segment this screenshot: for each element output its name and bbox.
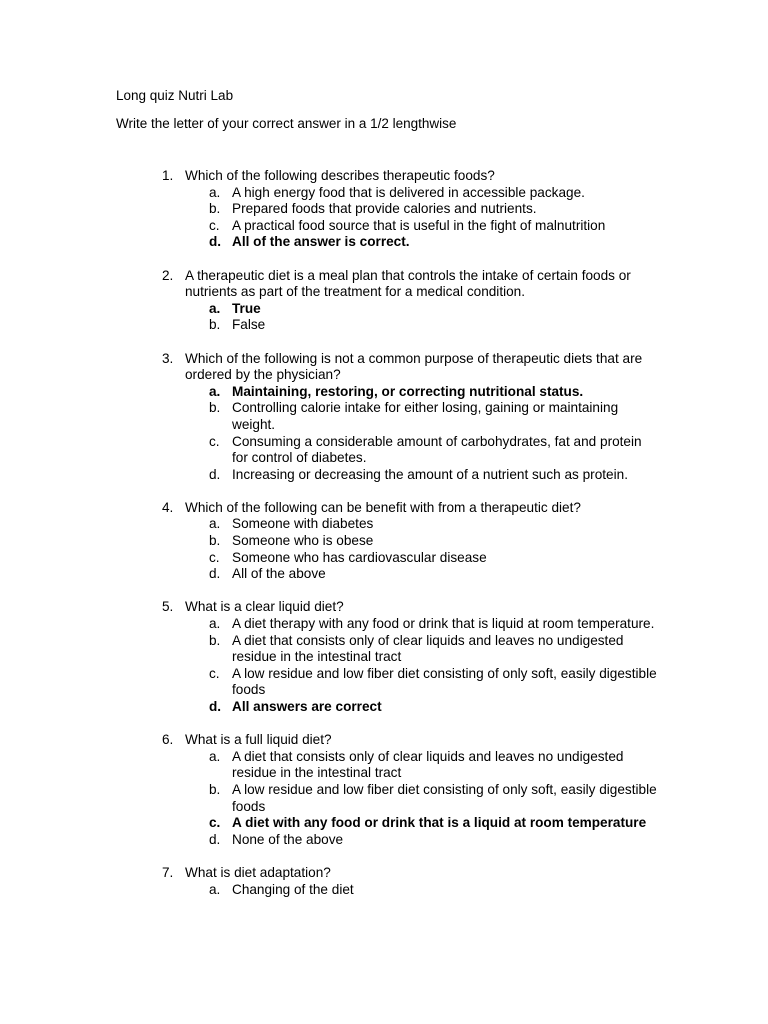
question-item bbox=[0, 732, 655, 848]
choice-letter: d. bbox=[209, 699, 222, 714]
choice-letter: b. bbox=[209, 781, 221, 797]
choice-text: All of the above bbox=[232, 566, 326, 582]
choice-text: A diet that consists only of clear liquids and leaves no undigested residue in the intestinal tract bbox=[232, 632, 624, 665]
choice-text: Maintaining, restoring, or correcting nutritional status. bbox=[232, 383, 584, 399]
choice-item-answer bbox=[185, 384, 657, 401]
choice-text: Prepared foods that provide calories and nutrients. bbox=[232, 201, 537, 217]
choice-letter: a. bbox=[209, 383, 221, 399]
choice-list bbox=[185, 301, 655, 334]
question-number: 5. bbox=[162, 599, 174, 615]
question-text: What is a full liquid diet? bbox=[185, 732, 332, 748]
question-text: What is a clear liquid diet? bbox=[185, 599, 344, 615]
question-number: 2. bbox=[162, 267, 174, 283]
choice-text: Someone who has cardiovascular disease bbox=[232, 549, 487, 565]
choice-letter: d. bbox=[209, 566, 221, 582]
choice-item bbox=[185, 633, 657, 666]
choice-text: A high energy food that is delivered in accessible package. bbox=[232, 184, 585, 200]
choice-letter: b. bbox=[209, 317, 221, 333]
choice-item bbox=[185, 201, 657, 218]
choice-letter: c. bbox=[209, 217, 220, 233]
choice-letter: c. bbox=[209, 665, 220, 681]
choice-text: A low residue and low fiber diet consisting of only soft, easily digestible foods bbox=[232, 665, 657, 698]
choice-letter: a. bbox=[209, 516, 221, 532]
question-item bbox=[0, 268, 655, 334]
choice-text: False bbox=[232, 317, 266, 333]
choice-list bbox=[185, 516, 655, 582]
choice-text: Someone who is obese bbox=[232, 533, 374, 549]
choice-item-answer bbox=[185, 815, 657, 832]
choice-letter: a. bbox=[209, 300, 221, 316]
choice-item bbox=[185, 749, 657, 782]
choice-text: Someone with diabetes bbox=[232, 516, 374, 532]
choice-list bbox=[185, 882, 655, 899]
choice-item bbox=[185, 516, 657, 533]
choice-letter: d. bbox=[209, 234, 222, 250]
document-instruction: Write the letter of your correct answer in a 1/2 lengthwise bbox=[116, 116, 457, 131]
choice-text: All answers are correct bbox=[232, 699, 382, 714]
question-item bbox=[0, 351, 655, 484]
choice-letter: a. bbox=[209, 748, 221, 764]
choice-item bbox=[185, 467, 657, 484]
choice-item bbox=[185, 400, 657, 433]
question-number: 7. bbox=[162, 864, 174, 880]
choice-text: A diet that consists only of clear liquids and leaves no undigested residue in the intestinal tract bbox=[232, 748, 624, 781]
choice-text: A diet therapy with any food or drink that is liquid at room temperature. bbox=[232, 616, 655, 632]
document-title: Long quiz Nutri Lab bbox=[116, 88, 234, 103]
choice-text: None of the above bbox=[232, 831, 344, 847]
choice-text: A diet with any food or drink that is a liquid at room temperature bbox=[232, 815, 647, 831]
question-number: 6. bbox=[162, 732, 174, 748]
choice-letter: c. bbox=[209, 433, 220, 449]
choice-letter: d. bbox=[209, 831, 221, 847]
question-item bbox=[0, 865, 655, 898]
choice-item bbox=[185, 616, 657, 633]
choice-item bbox=[185, 832, 657, 849]
question-item bbox=[0, 599, 655, 715]
choice-text: Consuming a considerable amount of carbohydrates, fat and protein for control of diabetes. bbox=[232, 433, 642, 466]
choice-item bbox=[185, 434, 657, 467]
choice-item bbox=[185, 218, 657, 235]
choice-item bbox=[185, 550, 657, 567]
choice-list bbox=[185, 384, 655, 484]
choice-text: Increasing or decreasing the amount of a nutrient such as protein. bbox=[232, 466, 628, 482]
question-text: Which of the following describes therapeutic foods? bbox=[185, 168, 495, 183]
choice-item bbox=[185, 566, 657, 583]
choice-item bbox=[185, 666, 657, 699]
choice-text: Controlling calorie intake for either losing, gaining or maintaining weight. bbox=[232, 400, 619, 432]
choice-letter: c. bbox=[209, 549, 220, 565]
choice-letter: b. bbox=[209, 400, 221, 416]
choice-item bbox=[185, 533, 657, 550]
choice-item-answer bbox=[185, 234, 657, 251]
question-text: Which of the following can be benefit with from a therapeutic diet? bbox=[185, 499, 581, 515]
choice-list bbox=[185, 749, 655, 849]
choice-item bbox=[185, 882, 657, 899]
question-text: What is diet adaptation? bbox=[185, 864, 331, 880]
question-number: 3. bbox=[162, 350, 174, 366]
choice-letter: a. bbox=[209, 881, 221, 897]
choice-item bbox=[185, 185, 657, 202]
choice-letter: a. bbox=[209, 184, 221, 200]
question-item bbox=[0, 168, 655, 251]
question-number: 4. bbox=[162, 499, 174, 515]
choice-letter: c. bbox=[209, 815, 221, 831]
choice-letter: b. bbox=[209, 201, 221, 217]
choice-item bbox=[185, 317, 657, 334]
question-text: Which of the following is not a common purpose of therapeutic diets that are ordered by the physician? bbox=[185, 350, 643, 383]
choice-text: A low residue and low fiber diet consisting of only soft, easily digestible foods bbox=[232, 781, 657, 814]
choice-text: Changing of the diet bbox=[232, 881, 354, 897]
question-list bbox=[0, 168, 768, 915]
choice-text: True bbox=[232, 300, 261, 316]
question-text: A therapeutic diet is a meal plan that controls the intake of certain foods or nutrients as part of the treatment for a medical condition. bbox=[185, 267, 631, 300]
choice-item bbox=[185, 782, 657, 815]
choice-letter: b. bbox=[209, 632, 221, 648]
choice-list bbox=[185, 616, 655, 716]
choice-list bbox=[185, 185, 655, 251]
choice-text: A practical food source that is useful in the fight of malnutrition bbox=[232, 217, 606, 233]
choice-item-answer bbox=[185, 301, 657, 318]
question-item bbox=[0, 500, 655, 583]
choice-letter: b. bbox=[209, 533, 221, 549]
question-number: 1. bbox=[162, 168, 174, 183]
choice-letter: a. bbox=[209, 616, 221, 632]
choice-letter: d. bbox=[209, 466, 221, 482]
choice-text: All of the answer is correct. bbox=[232, 234, 410, 250]
choice-item-answer bbox=[185, 699, 657, 716]
